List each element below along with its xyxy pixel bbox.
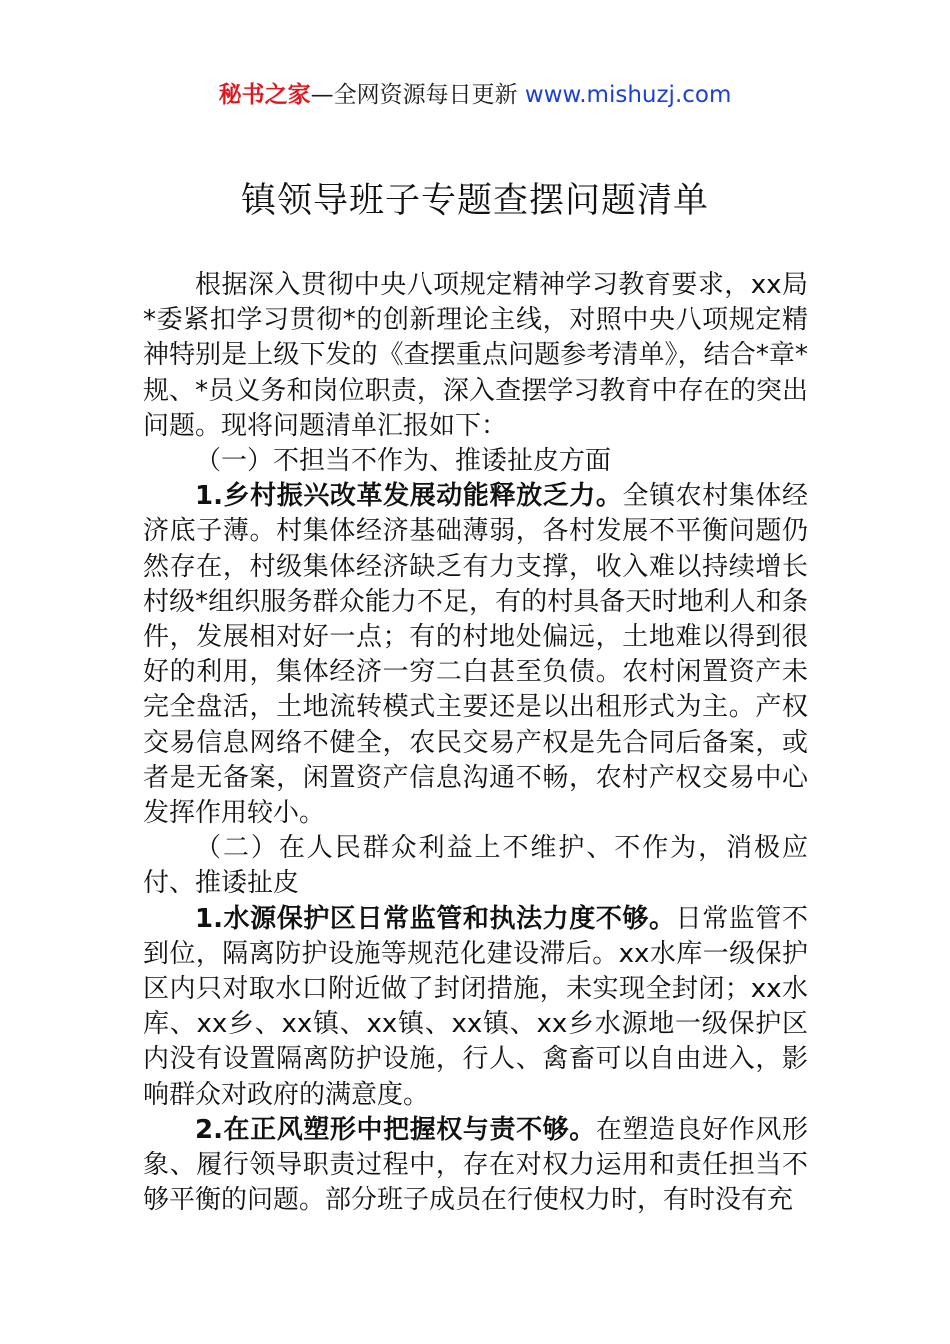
site-url-link[interactable]: www.mishuzj.com <box>524 82 732 108</box>
document-body <box>143 268 808 1218</box>
site-header <box>0 78 950 112</box>
item-3-body: 在塑造良好作风形象、履行领导职责过程中，存在对权力运用和责任担当不够平衡的问题。部分班子成员在行使权力时，有时没有充 <box>143 1114 808 1216</box>
item-2-lead: 1.水源保护区日常监管和执法力度不够。 <box>195 903 676 934</box>
item-1-lead: 1.乡村振兴改革发展动能释放乏力。 <box>195 481 623 512</box>
intro-paragraph: 根据深入贯彻中央八项规定精神学习教育要求，xx局*委紧扣学习贯彻*的创新理论主线，对照中央八项规定精神特别是上级下发的《查摆重点问题参考清单》，结合*章*规、*员义务和岗位职责，深入查摆学习教育中存在的突出问题。现将问题清单汇报如下： <box>143 270 808 441</box>
item-3-paragraph <box>143 1113 808 1219</box>
item-1-paragraph <box>143 479 808 831</box>
header-tagline: —全网资源每日更新 <box>310 82 525 108</box>
item-2-paragraph <box>143 902 808 1113</box>
brand-name: 秘书之家 <box>218 82 311 108</box>
item-2-body: 日常监管不到位，隔离防护设施等规范化建设滞后。xx水库一级保护区内只对取水口附近做了封闭措施，未实现全封闭；xx水库、xx乡、xx镇、xx镇、xx镇、xx乡水源地一级保护区内没有设置隔离防护设施，行人、禽畜可以自由进入，影响群众对政府的满意度。 <box>143 903 808 1110</box>
document-title: 镇领导班子专题查摆问题清单 <box>240 181 709 221</box>
section-2-heading: （二）在人民群众利益上不维护、不作为，消极应付、推诿扯皮 <box>143 833 808 899</box>
item-1-body: 全镇农村集体经济底子薄。村集体经济基础薄弱，各村发展不平衡问题仍然存在，村级集体经济缺乏有力支撑，收入难以持续增长村级*组织服务群众能力不足，有的村具备天时地利人和条件，发展相对好一点；有的村地处偏远，土地难以得到很好的利用，集体经济一穷二白甚至负债。农村闲置资产未完全盘活，土地流转模式主要还是以出租形式为主。产权交易信息网络不健全，农民交易产权是先合同后备案，或者是无备案，闲置资产信息沟通不畅，农村产权交易中心发挥作用较小。 <box>143 481 808 829</box>
item-3-lead: 2.在正风塑形中把握权与责不够。 <box>195 1114 596 1145</box>
section-1-heading: （一）不担当不作为、推诿扯皮方面 <box>195 446 612 477</box>
